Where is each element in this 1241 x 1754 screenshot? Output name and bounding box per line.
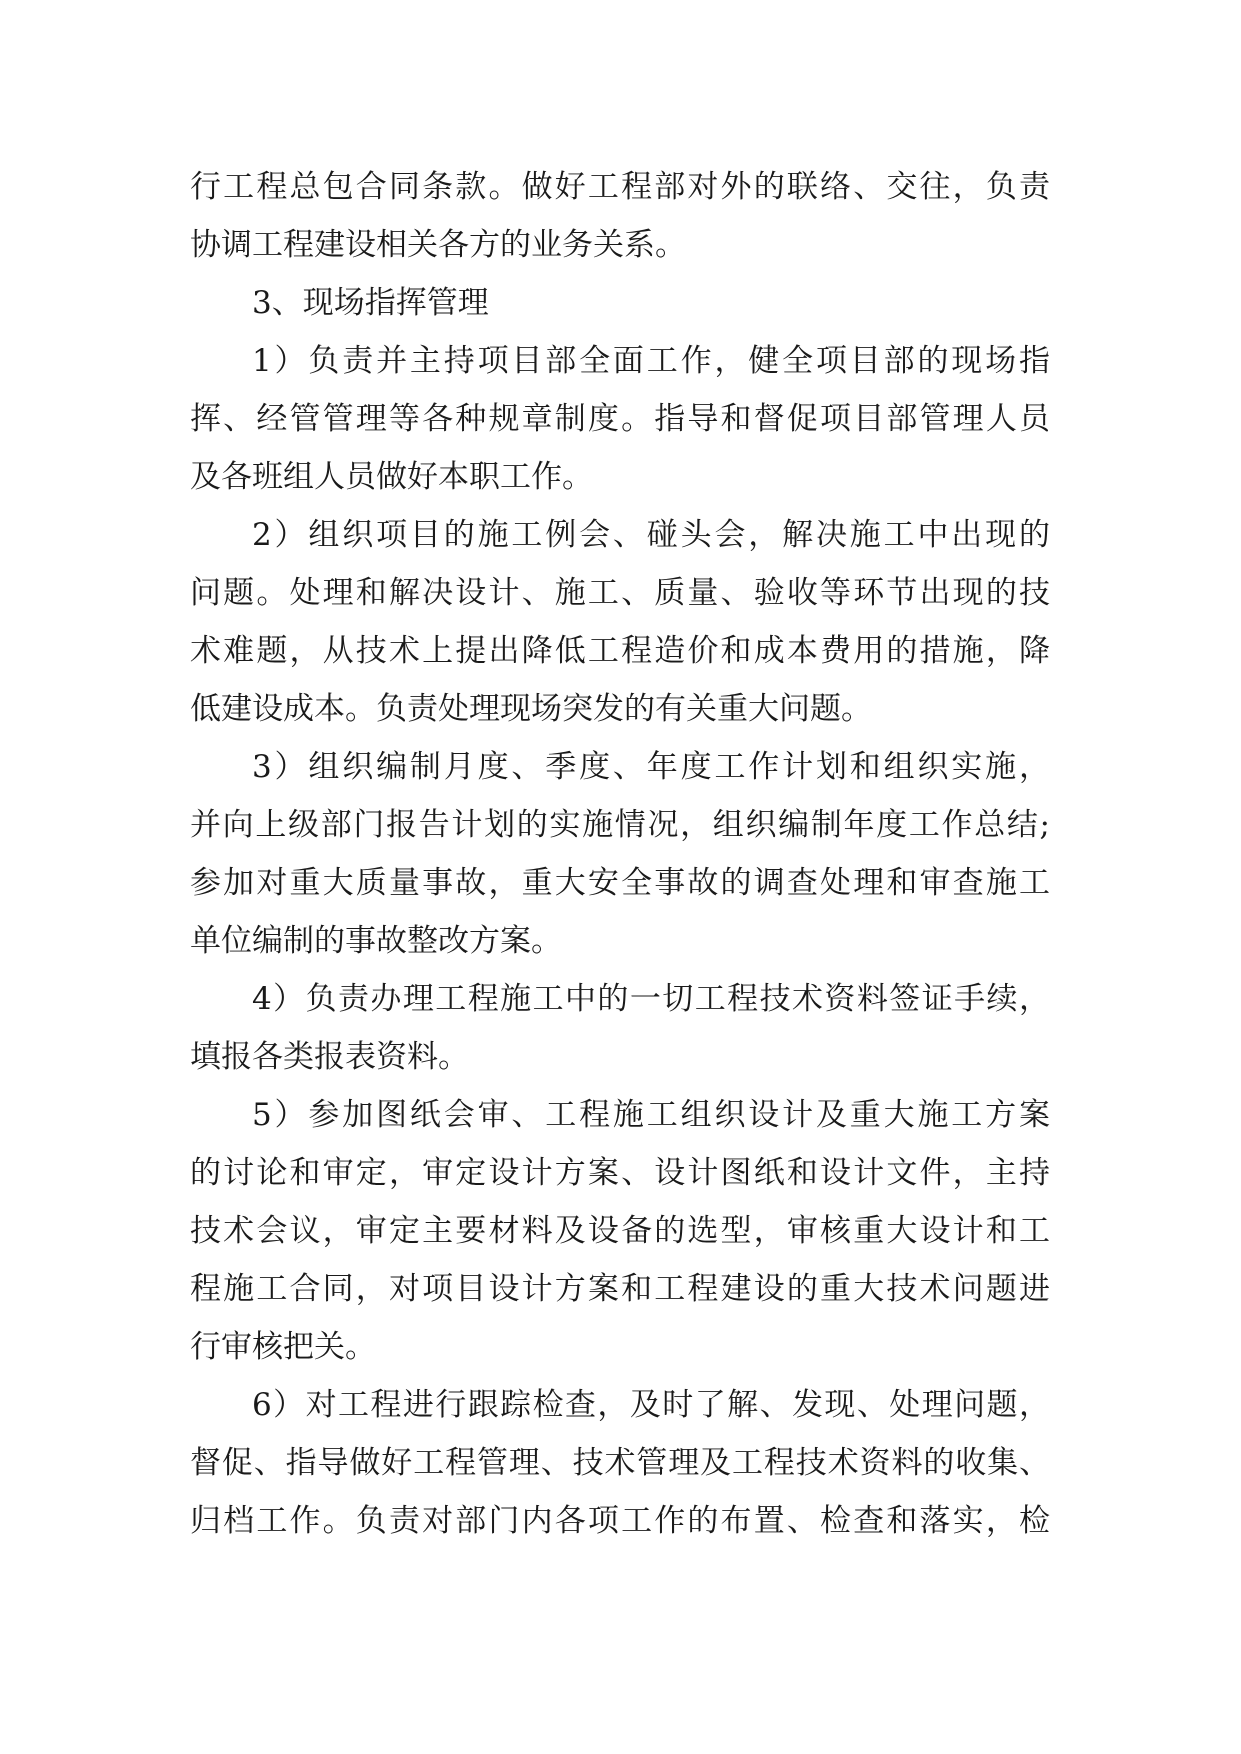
text-line: 6）对工程进行跟踪检查，及时了解、发现、处理问题， [252,1387,1050,1423]
text-line: 及各班组人员做好本职工作。 [190,459,593,495]
text-line: 4）负责办理工程施工中的一切工程技术资料签证手续， [252,981,1050,1017]
text-line: 参加对重大质量事故，重大安全事故的调查处理和审查施工 [190,865,1050,901]
text-line: 行工程总包合同条款。做好工程部对外的联络、交往，负责 [190,169,1050,205]
text-line: 技术会议，审定主要材料及设备的选型，审核重大设计和工 [190,1213,1050,1249]
section-heading: 3、现场指挥管理 [252,285,489,321]
text-line: 2）组织项目的施工例会、碰头会，解决施工中出现的 [252,517,1050,553]
text-line: 问题。处理和解决设计、施工、质量、验收等环节出现的技 [190,575,1050,611]
text-line: 填报各类报表资料。 [190,1039,469,1075]
text-line: 5）参加图纸会审、工程施工组织设计及重大施工方案 [252,1097,1050,1133]
text-line: 归档工作。负责对部门内各项工作的布置、检查和落实，检 [190,1503,1050,1539]
text-line: 程施工合同，对项目设计方案和工程建设的重大技术问题进 [190,1271,1050,1307]
text-line: 1）负责并主持项目部全面工作，健全项目部的现场指 [252,343,1050,379]
text-line: 挥、经管管理等各种规章制度。指导和督促项目部管理人员 [190,401,1050,437]
text-line: 的讨论和审定，审定设计方案、设计图纸和设计文件，主持 [190,1155,1050,1191]
document-body [190,158,1050,1550]
text-line: 单位编制的事故整改方案。 [190,923,562,959]
text-line: 术难题，从技术上提出降低工程造价和成本费用的措施，降 [190,633,1050,669]
text-line: 督促、指导做好工程管理、技术管理及工程技术资料的收集、 [190,1445,1050,1481]
text-line: 低建设成本。负责处理现场突发的有关重大问题。 [190,691,872,727]
text-line: 3）组织编制月度、季度、年度工作计划和组织实施， [252,749,1050,785]
text-line: 行审核把关。 [190,1329,376,1365]
text-line: 协调工程建设相关各方的业务关系。 [190,227,686,263]
text-line: 并向上级部门报告计划的实施情况，组织编制年度工作总结; [190,807,1050,843]
